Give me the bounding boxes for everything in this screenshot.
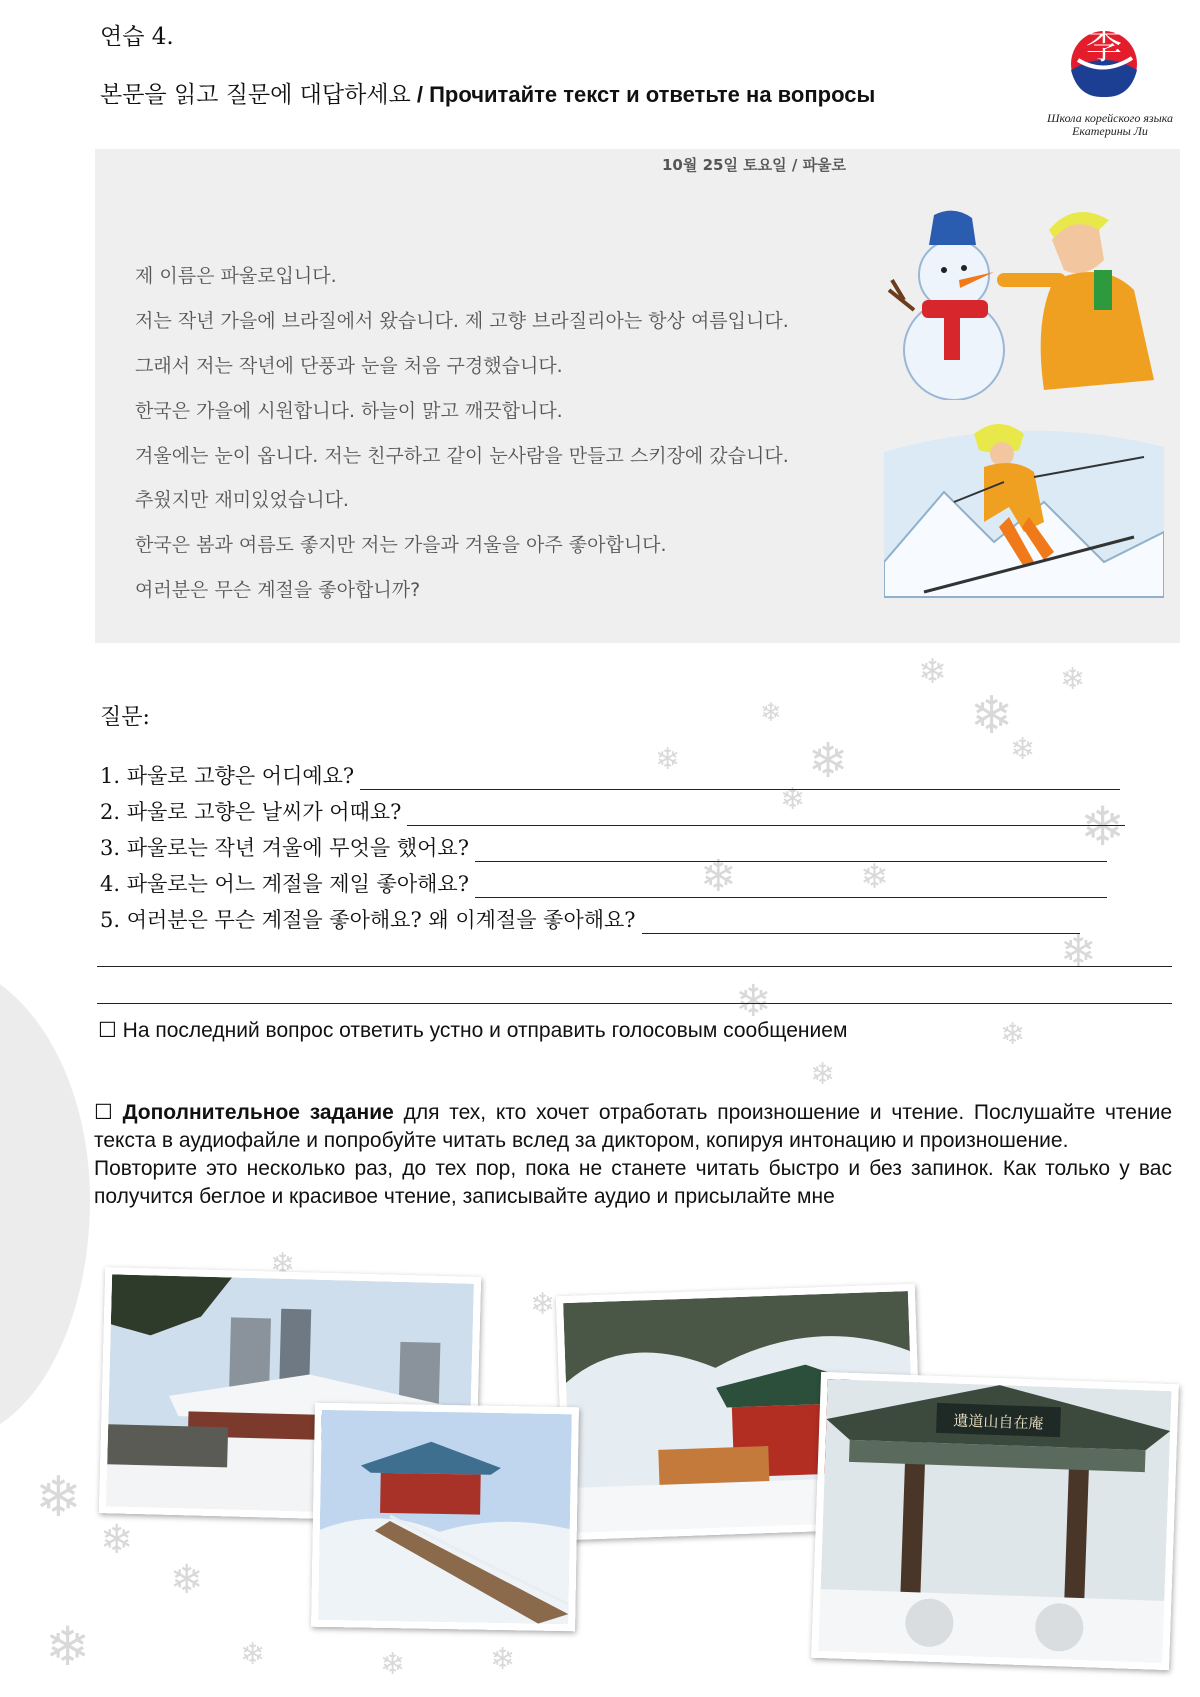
passage-text xyxy=(135,262,789,621)
answer-line[interactable] xyxy=(475,895,1107,898)
passage-date-author: 10월 25일 토요일 / 파울로 xyxy=(662,156,847,174)
question-text: 5. 여러분은 무슨 계절을 좋아해요? 왜 이계절을 좋아해요? xyxy=(100,908,636,932)
checkbox-icon[interactable]: ☐ xyxy=(94,1101,113,1124)
passage-line: 한국은 봄과 여름도 좋지만 저는 가을과 겨울을 아주 좋아합니다. xyxy=(135,534,667,557)
question-item xyxy=(100,904,1080,934)
question-item xyxy=(100,796,1125,826)
question-text: 4. 파울로는 어느 계절을 제일 좋아해요? xyxy=(100,872,469,896)
questions-heading: 질문: xyxy=(100,705,150,730)
exercise-instruction xyxy=(100,76,875,109)
question-text: 1. 파울로 고향은 어디예요? xyxy=(100,764,355,788)
passage-line: 그래서 저는 작년에 단풍과 눈을 처음 구경했습니다. xyxy=(135,354,563,377)
extra-task-text-2: Повторите это несколько раз, до тех пор, пока не станете читать быстро и без запинок. Как только у вас получится беглое и красивое чтение, записывайте аудио и присылайте мне xyxy=(94,1157,1172,1208)
background-shape xyxy=(0,960,90,1440)
question-item xyxy=(100,868,1107,898)
school-logo xyxy=(1060,20,1160,100)
answer-line[interactable] xyxy=(475,859,1107,862)
passage-line: 한국은 가을에 시원합니다. 하늘이 맑고 깨끗합니다. xyxy=(135,399,563,422)
answer-line[interactable] xyxy=(407,823,1125,826)
passage-line: 겨울에는 눈이 옵니다. 저는 친구하고 같이 눈사람을 만들고 스키장에 갔습니다. xyxy=(135,444,789,467)
checkbox-icon[interactable]: ☐ xyxy=(98,1019,117,1042)
gate-snow-photo xyxy=(811,1372,1179,1670)
question-item xyxy=(100,832,1107,862)
answer-line[interactable] xyxy=(642,931,1080,934)
logo-caption: Школа корейского языка Екатерины Ли xyxy=(1046,111,1174,138)
passage-line: 저는 작년 가을에 브라질에서 왔습니다. 제 고향 브라질리아는 항상 여름입니다. xyxy=(135,309,789,332)
voice-message-task xyxy=(98,1018,847,1043)
instruction-korean: 본문을 읽고 질문에 대답하세요 xyxy=(100,82,411,108)
answer-line[interactable] xyxy=(97,1003,1172,1004)
question-text: 3. 파울로는 작년 겨울에 무엇을 했어요? xyxy=(100,836,469,860)
pavilion-bridge-photo xyxy=(311,1403,579,1632)
question-item xyxy=(100,760,1120,790)
voice-task-text: На последний вопрос ответить устно и отправить голосовым сообщением xyxy=(122,1019,848,1042)
logo-emblem-icon xyxy=(1060,20,1150,102)
answer-line[interactable] xyxy=(360,787,1120,790)
gate-signboard: 遺道山自在庵 xyxy=(953,1411,1044,1433)
question-text: 2. 파울로 고향은 날씨가 어때요? xyxy=(100,800,402,824)
extra-task-label: Дополнительное задание xyxy=(122,1101,394,1124)
passage-line: 제 이름은 파울로입니다. xyxy=(135,265,337,287)
extra-task-text: для тех, кто хочет отработать произношение и чтение. Послушайте чтение текста в аудиофайле и попробуйте читать вслед за диктором, копируя интонацию и произношение. xyxy=(94,1101,1172,1152)
passage-line: 여러분은 무슨 계절을 좋아합니까? xyxy=(135,579,421,602)
snowman-illustration xyxy=(884,200,1164,400)
svg-text:李: 李 xyxy=(1085,26,1123,67)
answer-line[interactable] xyxy=(97,966,1172,967)
passage-line: 추웠지만 재미있었습니다. xyxy=(135,489,349,512)
skier-illustration xyxy=(884,422,1164,602)
exercise-title: 연습 4. xyxy=(100,24,174,50)
extra-task xyxy=(94,1099,1172,1211)
instruction-russian: / Прочитайте текст и ответьте на вопросы xyxy=(410,82,876,107)
